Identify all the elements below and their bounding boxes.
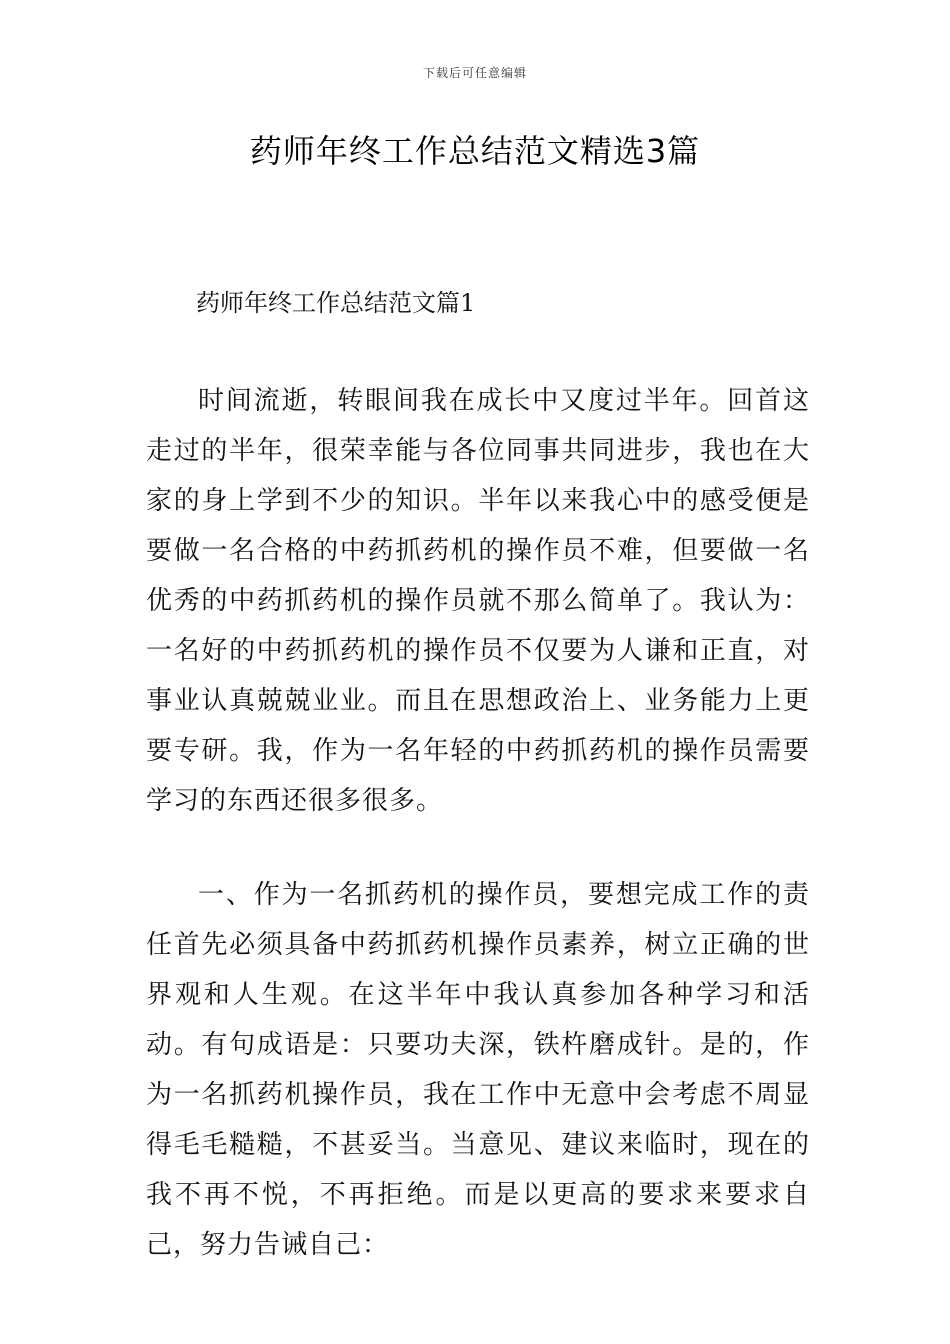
section-heading: 药师年终工作总结范文篇1 [196, 289, 476, 317]
paragraph-intro: 时间流逝，转眼间我在成长中又度过半年。回首这走过的半年，很荣幸能与各位同事共同进步，我也在大家的身上学到不少的知识。半年以来我心中的感受便是要做一名合格的中药抓药机的操作员不难，但要做一名优秀的中药抓药机的操作员就不那么简单了。我认为：一名好的中药抓药机的操作员不仅要为人谦和正直，对事业认真兢兢业业。而且在思想政治上、业务能力上更要专研。我，作为一名年轻的中药抓药机的操作员需要学习的东西还很多很多。 [146, 386, 810, 816]
paragraph-point-one: 一、作为一名抓药机的操作员，要想完成工作的责任首先必须具备中药抓药机操作员素养，树立正确的世界观和人生观。在这半年中我认真参加各种学习和活动。有句成语是：只要功夫深，铁杵磨成针。是的，作为一名抓药机操作员，我在工作中无意中会考虑不周显得毛毛糙糙，不甚妥当。当意见、建议来临时，现在的我不再不悦，不再拒绝。而是以更高的要求来要求自己，努力告诫自己： [146, 880, 810, 1260]
document-title: 药师年终工作总结范文精选3篇 [249, 132, 701, 170]
header-note: 下载后可任意编辑 [422, 66, 527, 80]
